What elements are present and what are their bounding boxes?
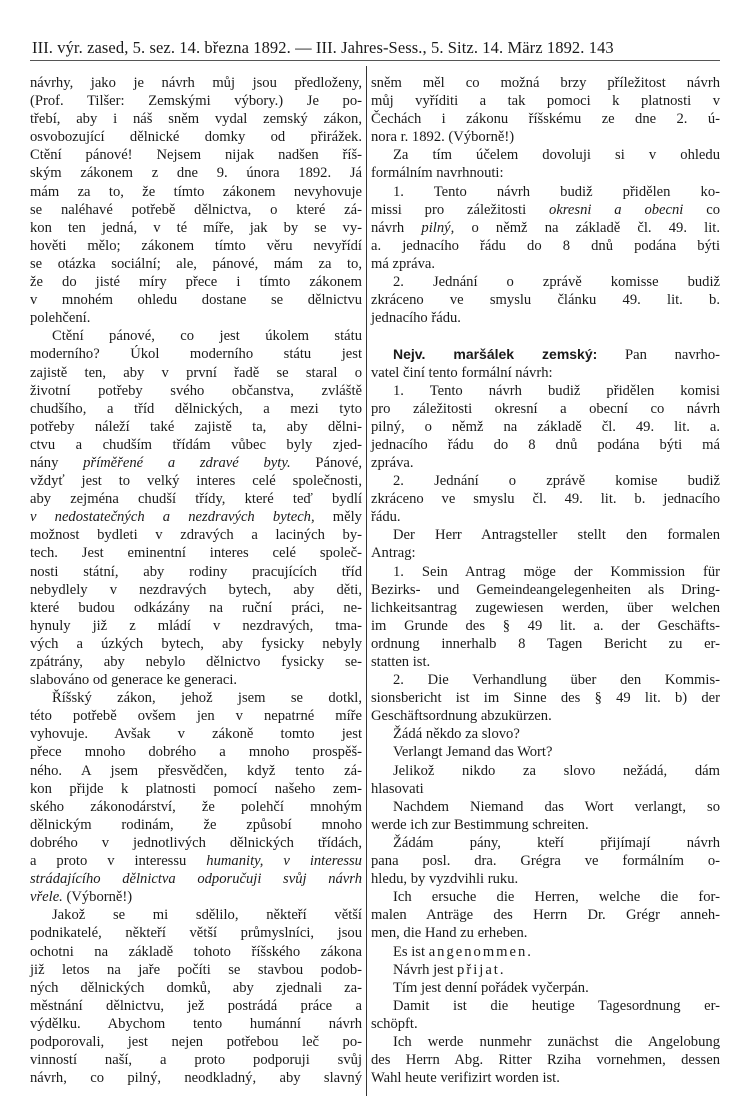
text-segment: Ctění pánové! Nejsem nijak nadšen říš- xyxy=(30,147,362,164)
text-segment: Damit ist die heutige Tagesordnung er- xyxy=(393,997,720,1014)
text-segment: Jelikož nikdo za slovo nežádá, dám xyxy=(393,762,720,779)
text-line xyxy=(30,164,362,182)
text-segment: humanity, v interessu xyxy=(206,853,362,870)
speaker-name: Nejv. maršálek zemský: xyxy=(393,346,598,363)
text-segment: můj vyříditi a tak pomoci k platnosti v xyxy=(371,93,720,110)
text-segment: ctvu a chudším třídám vůbec byly zjed- xyxy=(30,436,362,453)
text-line xyxy=(30,816,362,834)
text-segment: slabováno od generace ke generaci. xyxy=(30,672,238,689)
text-line xyxy=(371,997,720,1015)
text-line xyxy=(371,870,720,888)
text-segment: Nachdem Niemand das Wort verlangt, so xyxy=(393,798,720,815)
text-line xyxy=(30,1015,362,1033)
text-line xyxy=(371,364,720,382)
text-line xyxy=(371,834,720,852)
text-segment: že do jisté míry přece i tímto zákonem xyxy=(30,274,362,291)
text-line xyxy=(30,997,362,1015)
text-line xyxy=(30,979,362,997)
text-line xyxy=(30,762,362,780)
text-segment: již letos na jaře počíti se stavbou podob- xyxy=(30,961,362,978)
text-segment: Bezirks- und Gemeindeangelegenheiten als Dring- xyxy=(371,581,720,598)
text-line xyxy=(371,1015,720,1033)
header-rule xyxy=(30,60,720,61)
text-segment: nány xyxy=(30,454,84,471)
text-line xyxy=(30,798,362,816)
text-segment: Žádá někdo za slovo? xyxy=(393,726,520,743)
text-segment: ných dělnických domků, aby zjednali za- xyxy=(30,979,362,996)
text-line xyxy=(30,237,362,255)
text-line xyxy=(30,309,362,327)
text-line xyxy=(30,436,362,454)
text-line xyxy=(30,671,362,689)
text-line xyxy=(371,454,720,472)
text-line xyxy=(371,725,720,743)
text-segment: sionsbericht ist im Sinne des § 49 lit. b) der xyxy=(371,690,720,707)
text-segment: nebydlely v nezdravých bytech, aby děti, xyxy=(30,581,362,598)
text-segment: missi pro záležitosti xyxy=(371,201,550,218)
text-segment: mám za to, že tímto zákonem nevyhovuje xyxy=(30,183,362,200)
text-line xyxy=(30,128,362,146)
text-segment: angenommen. xyxy=(428,943,533,960)
text-segment: příměřené a zdravé byty. xyxy=(83,454,291,471)
text-line xyxy=(30,852,362,870)
text-line xyxy=(30,418,362,436)
text-segment: Pánové, xyxy=(290,454,362,471)
text-segment: Tím jest denní pořádek vyčerpán. xyxy=(393,979,589,996)
text-line xyxy=(30,291,362,309)
text-line xyxy=(371,888,720,906)
text-line xyxy=(371,671,720,689)
text-line xyxy=(30,1069,362,1087)
text-segment: vždyť jest to velký interes celé společnosti, xyxy=(30,473,362,490)
text-line xyxy=(371,526,720,544)
text-line xyxy=(30,183,362,201)
text-line xyxy=(30,454,362,472)
text-line xyxy=(30,653,362,671)
text-line xyxy=(371,852,720,870)
text-segment: Ich werde nunmehr zunächst die Angelobung xyxy=(393,1033,720,1050)
text-segment: formálním navrhnouti: xyxy=(371,165,504,182)
text-line xyxy=(371,689,720,707)
text-line xyxy=(371,273,720,291)
text-line xyxy=(30,219,362,237)
text-segment: městnání dělnictvu, jež postrádá práce a xyxy=(30,997,362,1014)
text-segment: (Výborně!) xyxy=(62,889,133,906)
text-line xyxy=(30,725,362,743)
text-segment: pro záležitosti okresní a obecní co návrh xyxy=(371,400,720,417)
text-segment: 1. Tento návrh budiž přidělen komisi xyxy=(393,382,720,399)
text-segment: hlasovati xyxy=(371,780,424,797)
text-line xyxy=(371,74,720,92)
text-segment: ordnung innerhalb 8 Tagen Bericht zu er- xyxy=(371,635,720,652)
text-line xyxy=(371,707,720,725)
text-segment: polehčení. xyxy=(30,310,91,327)
text-segment: Der Herr Antragsteller stellt den formalen xyxy=(393,527,720,544)
text-line xyxy=(371,146,720,164)
text-line xyxy=(371,309,720,327)
text-line xyxy=(371,472,720,490)
text-line xyxy=(30,870,362,888)
text-line xyxy=(371,979,720,997)
text-line xyxy=(30,888,362,906)
text-segment: malen Anträge des Herrn Dr. Grégr anneh- xyxy=(371,907,720,924)
text-segment: v mnohém ohledu dostane se dělnictvu xyxy=(30,292,362,309)
text-line xyxy=(30,581,362,599)
text-line xyxy=(371,544,720,562)
text-segment: Ich ersuche die Herren, welche die for- xyxy=(393,889,720,906)
text-line xyxy=(371,128,720,146)
text-segment: pilný, xyxy=(421,219,455,236)
text-segment: má zpráva. xyxy=(371,255,436,272)
text-line xyxy=(30,743,362,761)
text-line xyxy=(30,364,362,382)
text-line xyxy=(30,943,362,961)
text-segment: podnikatelé, někteří větší průmyslníci, jsou xyxy=(30,925,362,942)
text-segment: návrhy, jako je návrh můj jsou předloženy, xyxy=(30,75,362,91)
text-line xyxy=(30,490,362,508)
text-segment: výdělku. Abychom tento humánní návrh xyxy=(30,1015,362,1032)
text-segment: hledu, by vyzdvihli ruku. xyxy=(371,871,519,888)
text-line xyxy=(371,798,720,816)
text-segment: hověti mělo; zákonem tímto věru nevyřídí xyxy=(30,237,362,254)
text-segment: vatel činí tento formální návrh: xyxy=(371,364,553,381)
text-segment: přece mnoho dobrého a mnoho prospěš- xyxy=(30,744,362,761)
text-segment: im Grunde des § 49 lit. a. der Geschäfts- xyxy=(371,617,720,634)
text-segment: ským zákonem z dne 9. února 1892. Já xyxy=(30,165,362,182)
text-line xyxy=(30,74,362,92)
text-segment: Antrag: xyxy=(371,545,416,562)
text-line xyxy=(371,164,720,182)
text-segment: statten ist. xyxy=(371,654,431,670)
text-line xyxy=(30,617,362,635)
text-line xyxy=(30,1033,362,1051)
text-line xyxy=(30,526,362,544)
text-segment: Geschäftsordnung abzukürzen. xyxy=(371,708,552,725)
text-line xyxy=(371,490,720,508)
text-line xyxy=(30,110,362,128)
text-line xyxy=(371,1051,720,1069)
text-line xyxy=(371,255,720,273)
text-segment: 1. Sein Antrag möge der Kommission für xyxy=(393,563,720,580)
text-segment: Jakož se mi sdělilo, někteří větší xyxy=(52,907,362,924)
text-line xyxy=(371,906,720,924)
text-line xyxy=(30,1051,362,1069)
text-segment: nosti státní, aby rodiny pracujících tříd xyxy=(30,563,362,580)
text-line xyxy=(30,834,362,852)
text-segment: aby zejména chudší třídy, které teď bydlí xyxy=(30,491,362,508)
text-line xyxy=(30,924,362,942)
text-segment: vinností naší, a proto podporuji svůj xyxy=(30,1052,362,1069)
text-segment: (Prof. Tilšer: Zemskými výbory.) Je po- xyxy=(30,93,362,110)
text-segment: Čechách i zákonu říšskému ze dne 2. ú- xyxy=(371,111,720,128)
text-segment: Verlangt Jemand das Wort? xyxy=(393,744,553,761)
text-line xyxy=(371,110,720,128)
text-line xyxy=(371,92,720,110)
text-segment: des Herrn Abg. Ritter Rziha vornehmen, dessen xyxy=(371,1052,720,1069)
text-segment: dobrého v jednotlivých dělnických třídách, xyxy=(30,834,362,851)
text-line xyxy=(30,92,362,110)
text-line xyxy=(371,617,720,635)
text-line xyxy=(30,508,362,526)
text-line xyxy=(30,345,362,363)
text-segment: řádu. xyxy=(371,509,401,526)
text-line xyxy=(30,255,362,273)
text-line xyxy=(371,436,720,454)
text-segment: okresni a obecni xyxy=(549,201,684,218)
text-line xyxy=(371,327,720,345)
text-segment: hynuly již z mládí v nezdravých, tma- xyxy=(30,617,362,634)
running-header: III. výr. zased, 5. sez. 14. března 1892. — III. Jahres-Sess., 5. Sitz. 14. März 1892. 143 xyxy=(32,38,614,57)
text-segment: podporovali, jest nejen potřebou leč po- xyxy=(30,1033,362,1050)
text-line xyxy=(371,219,720,237)
text-line xyxy=(30,273,362,291)
text-segment: Es ist xyxy=(393,943,429,960)
text-segment: zpráva. xyxy=(371,454,414,471)
text-segment: zkráceno ve smyslu čl. 49. lit. b. jednacího xyxy=(371,491,720,508)
text-segment: Žádám pány, kteří přijímají návrh xyxy=(393,834,720,851)
text-segment: 2. Jednání o zprávě komise budiž xyxy=(393,473,720,490)
text-segment: kon přijde k platnosti pomocí našeho zem- xyxy=(30,780,362,797)
text-segment: nora r. 1892. (Výborně!) xyxy=(371,129,515,146)
text-segment: Říšský zákon, jehož jsem se dotkl, xyxy=(52,690,362,707)
text-segment: návrh, co pilný, neodkladný, aby slavný xyxy=(30,1070,362,1087)
text-segment: men, die Hand zu erheben. xyxy=(371,925,528,942)
text-line xyxy=(371,237,720,255)
text-segment: ochotni na základě tohoto říšského zákona xyxy=(30,943,362,960)
text-line xyxy=(371,563,720,581)
text-segment: v nedostatečných a nezdravých bytech, xyxy=(30,509,315,526)
text-segment: třebí, aby i náš sněm vydal zemský zákon, xyxy=(30,111,362,128)
text-segment: osvobozující dělnické domky od přirážek. xyxy=(30,129,362,146)
text-segment: Wahl heute verifizirt worden ist. xyxy=(371,1070,560,1087)
text-segment: moderního? Úkol moderního státu jest xyxy=(30,346,362,363)
text-line xyxy=(371,508,720,526)
text-segment: lichkeitsantrag zugewiesen werden, über welchen xyxy=(371,599,720,616)
text-line xyxy=(30,961,362,979)
text-segment: sněm měl co možná brzy příležitost návrh xyxy=(371,75,720,91)
text-segment: zkráceno ve smyslu článku 49. lit. b. xyxy=(371,292,720,309)
text-segment: chudšího, a tříd dělnických, a mezi tyto xyxy=(30,400,362,417)
text-segment: potřeby náleží také zajistě ta, aby dělni- xyxy=(30,418,362,435)
text-segment: pilný, o němž na základě čl. 49. lit. a. xyxy=(371,418,720,435)
text-segment: dělnickým rodinám, že způsobí mnoho xyxy=(30,816,362,833)
text-segment: strádajícího dělnictva odporučuji svůj návrh xyxy=(30,871,362,888)
text-segment: werde ich zur Bestimmung schreiten. xyxy=(371,816,589,833)
text-line xyxy=(371,382,720,400)
text-segment: které budou odkázány na ruční práci, ne- xyxy=(30,599,362,616)
text-line xyxy=(30,146,362,164)
right-column xyxy=(371,74,720,1087)
text-segment: se naléhavé potřebě dělnictva, o které zá- xyxy=(30,201,362,218)
text-segment: pana posl. dra. Grégra ve formálním o- xyxy=(371,853,720,870)
text-line xyxy=(371,291,720,309)
text-line xyxy=(30,689,362,707)
column-divider xyxy=(366,66,367,1096)
text-segment: možnost bydleti v zdravých a laciných by- xyxy=(30,527,362,544)
text-line xyxy=(30,563,362,581)
text-segment: 2. Jednání o zprávě komisse budiž xyxy=(393,274,720,291)
text-line xyxy=(371,743,720,761)
text-line xyxy=(30,544,362,562)
text-segment: a. jednacího řádu do 8 dnů podána býti xyxy=(371,237,720,254)
text-line xyxy=(30,906,362,924)
text-line xyxy=(30,201,362,219)
text-segment: se otázka sociální; ale, pánové, mám za to, xyxy=(30,255,362,272)
text-line xyxy=(30,400,362,418)
text-line xyxy=(30,472,362,490)
text-line xyxy=(30,599,362,617)
text-segment: Návrh jest xyxy=(393,961,458,978)
text-line xyxy=(371,1069,720,1087)
text-segment: životní potřeby svého občanstva, zvláště xyxy=(30,382,362,399)
text-line xyxy=(30,780,362,798)
text-segment: jednacího řádu do 8 dnů podána býti má xyxy=(371,436,720,453)
text-line xyxy=(371,961,720,979)
text-segment: vyhovuje. Avšak v zákoně tomto jest xyxy=(30,726,362,743)
text-line xyxy=(30,707,362,725)
text-line xyxy=(371,943,720,961)
text-segment: a proto v interessu xyxy=(30,853,207,870)
text-segment: vřele. xyxy=(30,889,63,906)
text-segment: ského zákonodárství, že polehčí mnohým xyxy=(30,798,362,815)
text-line xyxy=(30,382,362,400)
text-segment: zajistě ten, aby v první řadě se staral o xyxy=(30,364,362,381)
text-segment: o němž na základě čl. 49. lit. xyxy=(454,219,720,236)
text-line xyxy=(30,635,362,653)
text-line xyxy=(371,201,720,219)
text-segment: co xyxy=(683,201,720,218)
text-segment: ného. A jsem přesvědčen, když tento zá- xyxy=(30,762,362,779)
text-line xyxy=(371,762,720,780)
text-segment: vých a úzkých bytech, aby fysicky nebyly xyxy=(30,635,362,652)
text-segment: zpátrány, aby nebylo dělnictvo fysicky se- xyxy=(30,654,362,670)
text-line xyxy=(371,183,720,201)
text-line xyxy=(371,1033,720,1051)
text-line xyxy=(371,345,720,363)
text-line xyxy=(371,581,720,599)
text-line xyxy=(371,635,720,653)
text-segment: Za tím účelem dovoluji si v ohledu xyxy=(393,147,720,164)
text-line xyxy=(371,653,720,671)
left-column xyxy=(30,74,362,1087)
text-segment: schöpft. xyxy=(371,1015,418,1032)
text-line xyxy=(30,327,362,345)
text-line xyxy=(371,780,720,798)
text-segment: této potřebě ovšem jen v nepatrné míře xyxy=(30,708,362,725)
text-segment: Pan navrho- xyxy=(597,347,720,364)
text-line xyxy=(371,400,720,418)
text-segment: kon ten jedná, v té míře, jak by se vy- xyxy=(30,219,362,236)
text-line xyxy=(371,599,720,617)
text-segment: Ctění pánové, co jest úkolem státu xyxy=(52,328,362,345)
text-segment: jednacího řádu. xyxy=(371,310,461,327)
text-segment: návrh xyxy=(371,219,422,236)
text-segment: měly xyxy=(314,509,362,526)
text-line xyxy=(371,924,720,942)
text-segment: 2. Die Verhandlung über den Kommis- xyxy=(393,672,720,689)
text-segment: přijat. xyxy=(457,961,506,978)
text-line xyxy=(371,418,720,436)
text-segment: tech. Jest eminentní interes celé společ- xyxy=(30,545,362,562)
text-line xyxy=(371,816,720,834)
text-segment: 1. Tento návrh budiž přidělen ko- xyxy=(393,183,720,200)
